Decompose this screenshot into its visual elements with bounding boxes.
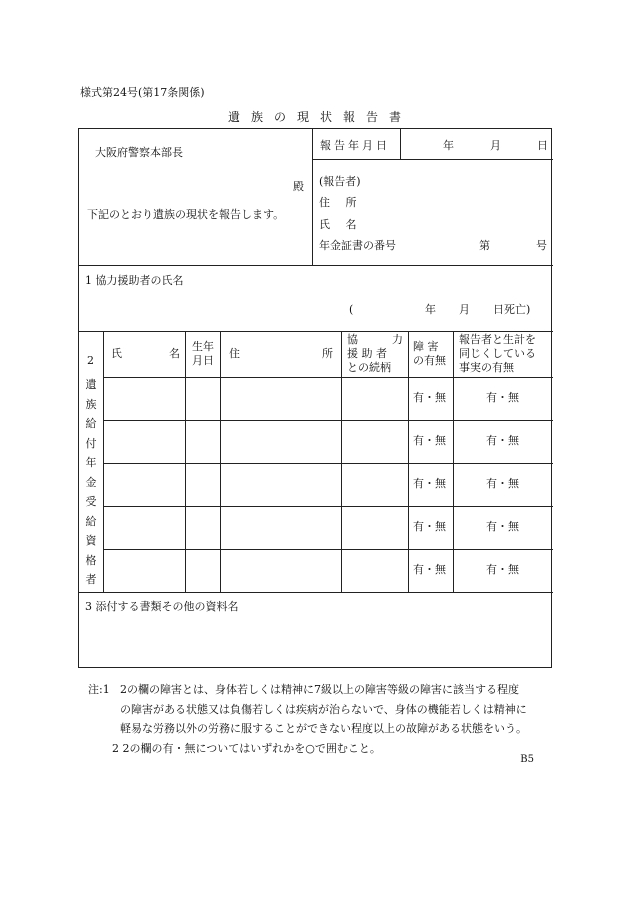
col-name-header-a: 氏 [111, 347, 122, 360]
note-1-text-1: 2の欄の障害とは、身体若しくは精神に7級以上の障害等級の障害に該当する程度 [120, 683, 519, 696]
col-livelihood-header-2: 同じくしている [459, 347, 536, 360]
section2-number: 2 [87, 354, 94, 367]
report-statement: 下記のとおり遺族の現状を報告します。 [87, 208, 285, 221]
date-year: 年 [443, 139, 454, 152]
date-row-divider [312, 159, 553, 160]
honorific: 殿 [293, 180, 304, 193]
col-address-header-a: 住 [229, 347, 240, 360]
col-relation-header-3: との続柄 [347, 361, 391, 374]
row-border-3 [103, 506, 553, 507]
death-day: 日死亡) [493, 303, 531, 316]
section2-top-border [79, 331, 553, 332]
row1-livelihood: 有・無 [486, 391, 519, 404]
row4-disability: 有・無 [413, 520, 446, 533]
col-border-1 [103, 331, 104, 592]
col-relation-header-1: 協 力 [347, 333, 403, 346]
row-border-4 [103, 549, 553, 550]
death-month: 月 [459, 303, 470, 316]
section1-label: 1 協力援助者の氏名 [85, 274, 184, 287]
col-border-5 [408, 331, 409, 592]
section1-top-border [79, 265, 553, 266]
col-name-header-b: 名 [169, 347, 180, 360]
section3-label: 3 添付する書類その他の資料名 [85, 600, 239, 613]
date-label-divider [400, 129, 401, 159]
note-1-line-3: 軽易な労務以外の労務に服することができない程度以上の故障がある状態をいう。 [120, 722, 527, 735]
addressee: 大阪府警察本部長 [95, 146, 183, 159]
note-1-line-2: の障害がある状態又は負傷若しくは疾病が治らないで、身体の機能若しくは精神に [120, 702, 527, 716]
col-disability-header-2: の有無 [413, 354, 446, 367]
col-livelihood-header-1: 報告者と生計を [459, 333, 536, 346]
date-month: 月 [490, 139, 501, 152]
date-day: 日 [537, 139, 548, 152]
note-prefix: 注:1 [88, 683, 110, 696]
section2-vertical-label: 遺 族 給 付 年 金 受 給 資 格 者 [85, 378, 97, 586]
col-birth-header-2: 月日 [192, 354, 214, 367]
note-1-line-1 [88, 680, 558, 700]
col-border-4 [341, 331, 342, 592]
report-form-table [78, 128, 552, 668]
notes [88, 680, 558, 758]
row5-livelihood: 有・無 [486, 563, 519, 576]
report-date-label: 報告年月日 [320, 139, 390, 152]
row5-disability: 有・無 [413, 563, 446, 576]
paper-size-label: B5 [520, 754, 534, 765]
row4-livelihood: 有・無 [486, 520, 519, 533]
row3-livelihood: 有・無 [486, 477, 519, 490]
section2-header-border [103, 377, 553, 378]
reporter-label: (報告者) [319, 175, 361, 188]
document-title: 遺族の現状報告書 [227, 110, 412, 124]
col-border-2 [185, 331, 186, 592]
col-birth-header-1: 生年 [192, 340, 214, 353]
death-year: 年 [425, 303, 436, 316]
row-border-1 [103, 420, 553, 421]
row-border-2 [103, 463, 553, 464]
col-border-3 [220, 331, 221, 592]
death-date-open: ( [349, 303, 354, 316]
col-livelihood-header-3: 事実の有無 [459, 361, 514, 374]
pension-number-label: 年金証書の番号 [319, 239, 396, 252]
row1-disability: 有・無 [413, 391, 446, 404]
row2-disability: 有・無 [413, 434, 446, 447]
row2-livelihood: 有・無 [486, 434, 519, 447]
reporter-address-label: 住 所 [319, 196, 363, 209]
note-2: 2 2の欄の有・無についてはいずれかを○で囲むこと。 [112, 741, 381, 755]
col-border-6 [453, 331, 454, 592]
row3-disability: 有・無 [413, 477, 446, 490]
col-address-header-b: 所 [322, 347, 333, 360]
reporter-name-label: 氏 名 [319, 218, 363, 231]
form-number: 様式第24号(第17条関係) [80, 86, 205, 99]
col-relation-header-2: 援 助 者 [347, 347, 387, 360]
pension-number-suffix: 号 [536, 239, 547, 252]
top-divider [312, 129, 313, 265]
col-disability-header-1: 障 害 [413, 340, 439, 353]
section3-top-border [79, 592, 553, 593]
pension-number-prefix: 第 [479, 239, 490, 252]
